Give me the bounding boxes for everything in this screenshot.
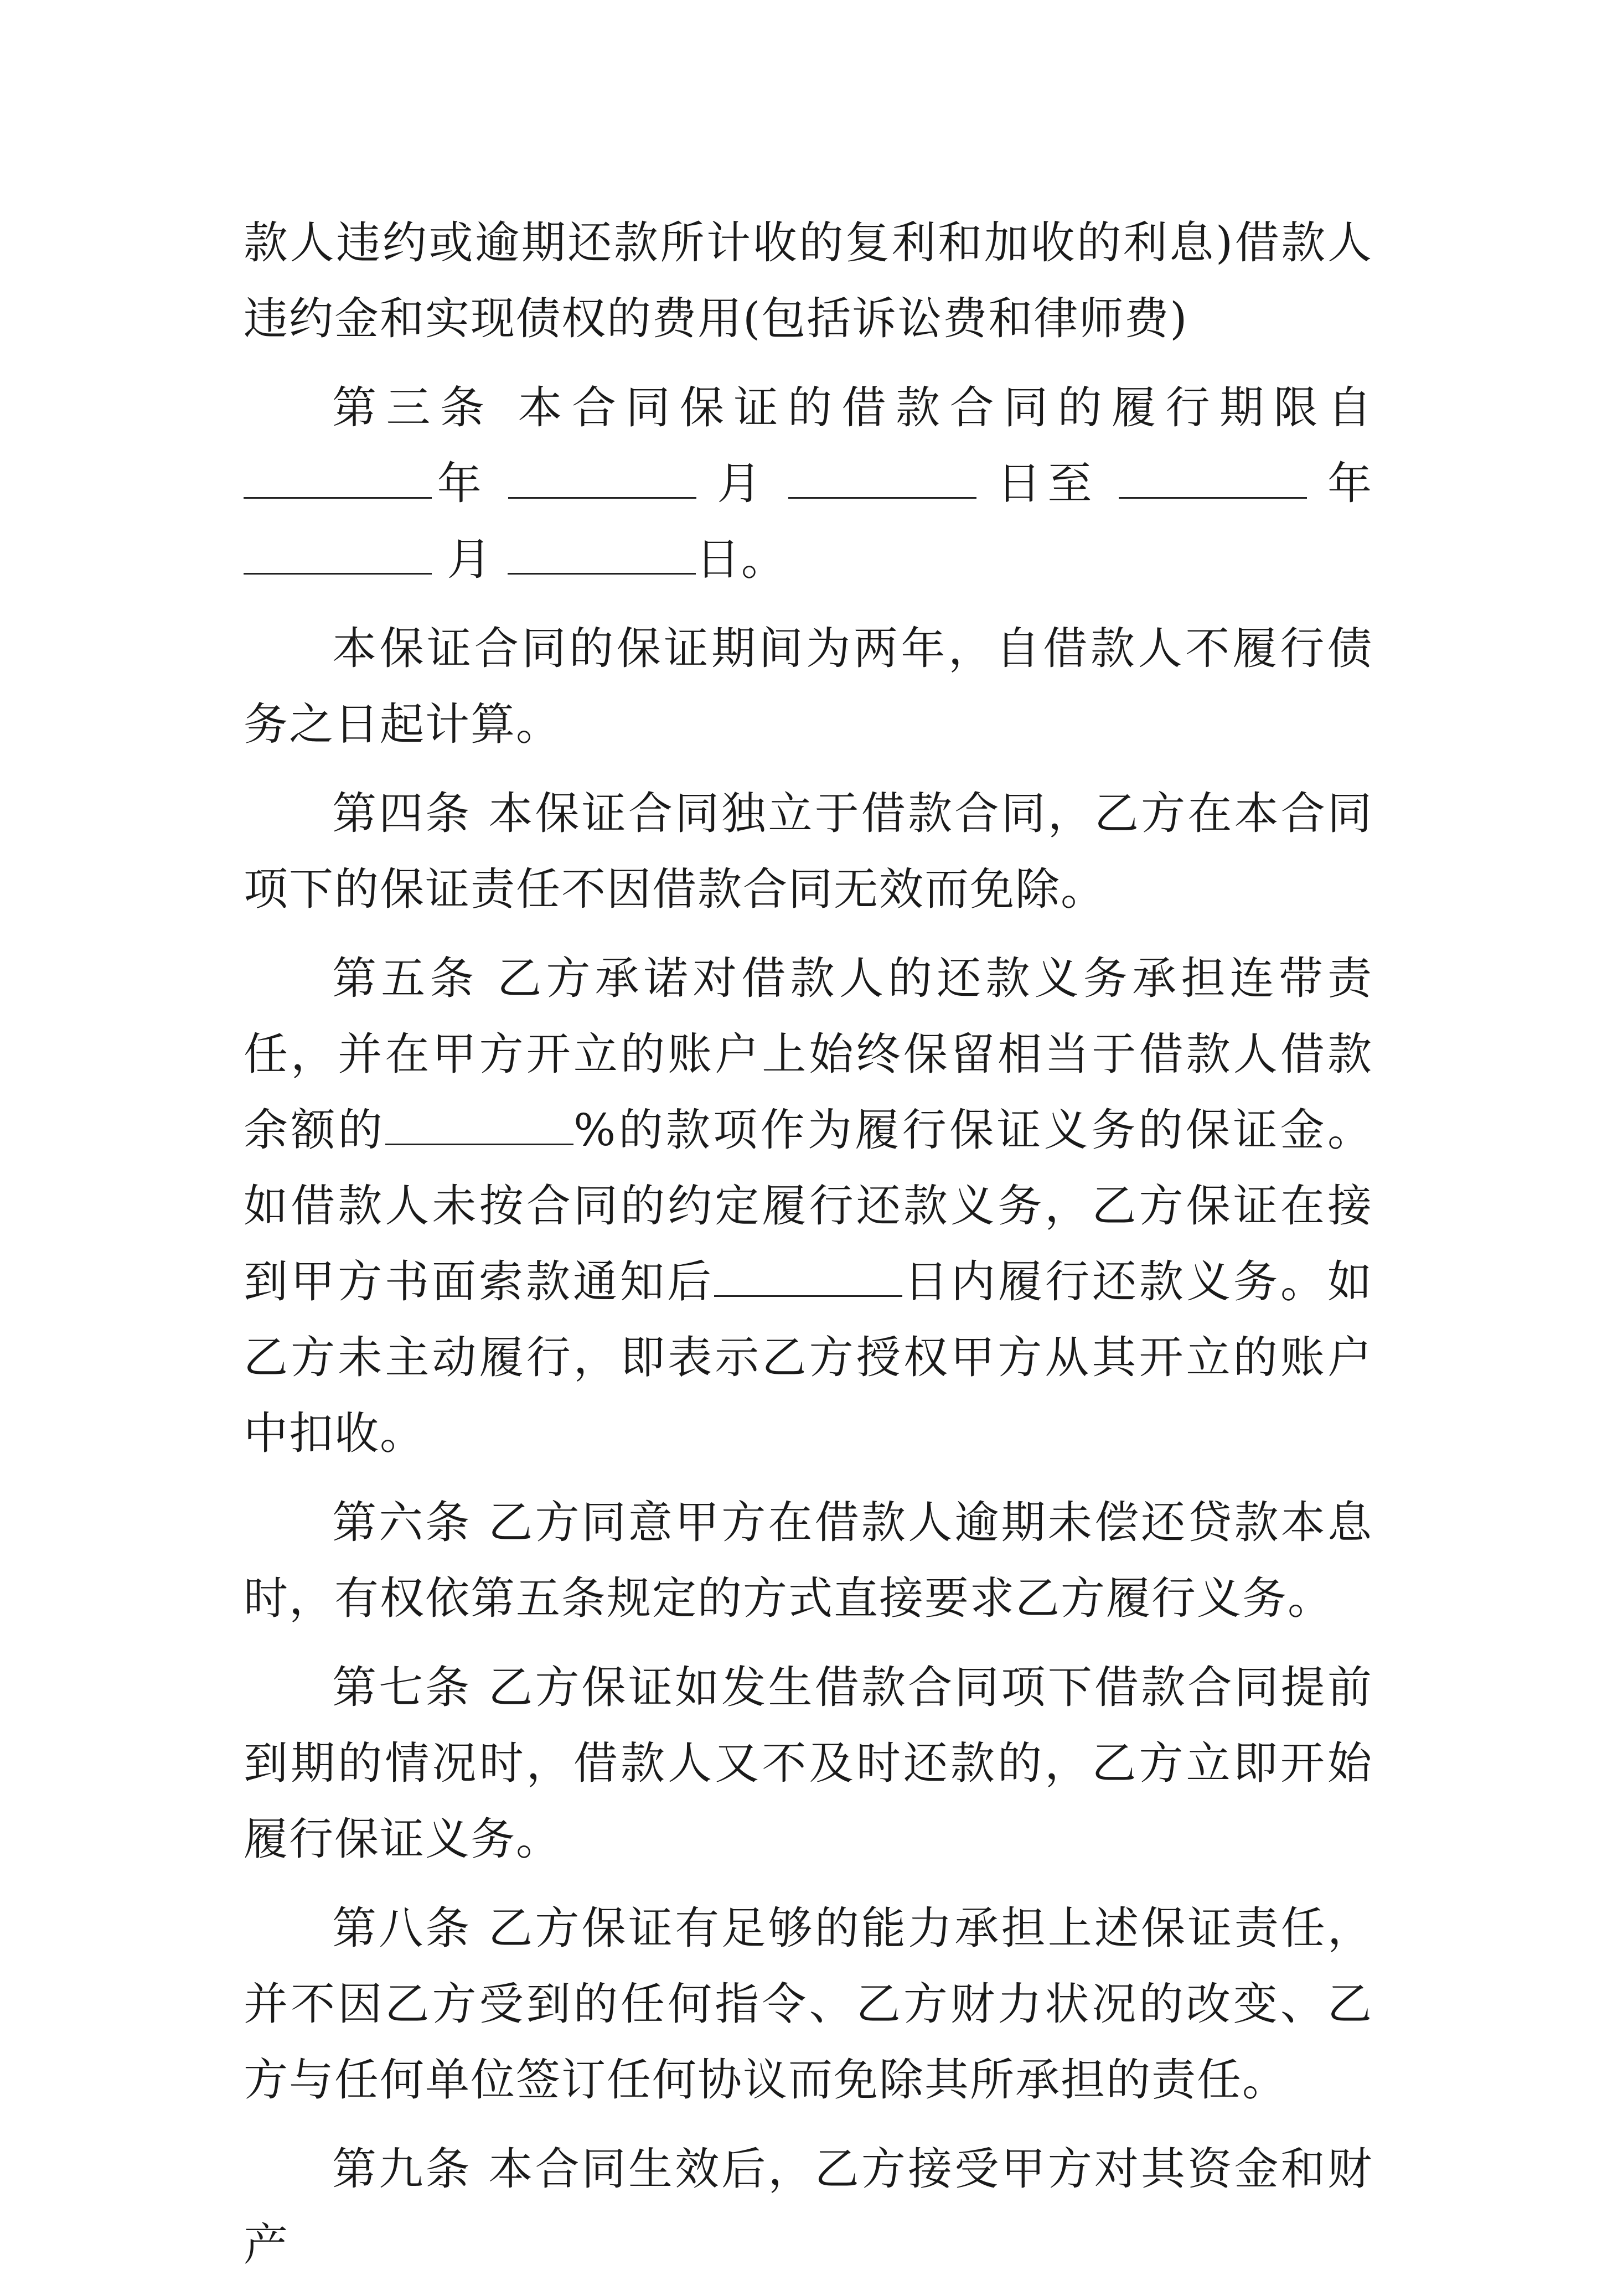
blank-percentage[interactable]	[385, 1105, 573, 1145]
label-month: 月	[717, 458, 768, 509]
guarantee-period-paragraph	[244, 611, 1373, 762]
article-3-text: 第三条 本合同保证的借款合同的履行期限自	[332, 382, 1373, 433]
paragraph-text: 第六条 乙方同意甲方在借款人逾期未偿还贷款本息时，有权依第五条规定的方式直接要求乙方履行义务。	[244, 1497, 1373, 1624]
paragraph-text: 第五条 乙方承诺对借款人的还款义务承担连带责任，并在甲方开立的账户上始终保留相当于借款人借款余额的	[244, 953, 1373, 1156]
paragraph-text: %的款项作为履行保证义务的保证金。如借款人未按合同的约定履行还款义务，乙方保证在接到甲方书面索款通知后	[244, 1104, 1373, 1307]
label-day: 日。	[695, 534, 787, 585]
paragraph-text: 本保证合同的保证期间为两年，自借款人不履行债务之日起计算。	[244, 623, 1373, 750]
article-5	[244, 940, 1373, 1471]
blank-days[interactable]	[714, 1256, 902, 1297]
article-9	[244, 2131, 1373, 2283]
paragraph-text: 第八条 乙方保证有足够的能力承担上述保证责任，并不因乙方受到的任何指令、乙方财力状况的改变、乙方与任何单位签订任何协议而免除其所承担的责任。	[244, 1902, 1373, 2106]
paragraph-text: 第九条 本合同生效后，乙方接受甲方对其资金和财产	[244, 2143, 1373, 2271]
blank-end-day[interactable]	[508, 534, 696, 575]
blank-end-month[interactable]	[244, 534, 432, 575]
article-8	[244, 1890, 1373, 2118]
blank-start-year[interactable]	[244, 458, 432, 499]
article-7	[244, 1649, 1373, 1877]
article-4	[244, 775, 1373, 927]
blank-start-day[interactable]	[788, 458, 976, 499]
document-page	[244, 205, 1373, 2296]
article-6	[244, 1485, 1373, 1636]
label-year: 年	[1327, 458, 1373, 509]
paragraph-text: 第七条 乙方保证如发生借款合同项下借款合同提前到期的情况时，借款人又不及时还款的，乙方立即开始履行保证义务。	[244, 1662, 1373, 1865]
paragraph-continuation	[244, 205, 1373, 356]
label-month: 月	[447, 534, 493, 585]
paragraph-text: 款人违约或逾期还款所计收的复利和加收的利息)借款人违约金和实现债权的费用(包括诉讼费和律师费)	[244, 217, 1373, 344]
article-3-term	[244, 370, 1373, 597]
paragraph-text: 第四条 本保证合同独立于借款合同，乙方在本合同项下的保证责任不因借款合同无效而免除。	[244, 788, 1373, 915]
label-day-to: 日至	[996, 458, 1098, 509]
label-year: 年	[432, 458, 488, 509]
blank-start-month[interactable]	[508, 458, 696, 499]
blank-end-year[interactable]	[1119, 458, 1307, 499]
paragraph-text: 日内履行还款义务。如乙方未主动履行，即表示乙方授权甲方从其开立的账户中扣收。	[244, 1256, 1373, 1459]
